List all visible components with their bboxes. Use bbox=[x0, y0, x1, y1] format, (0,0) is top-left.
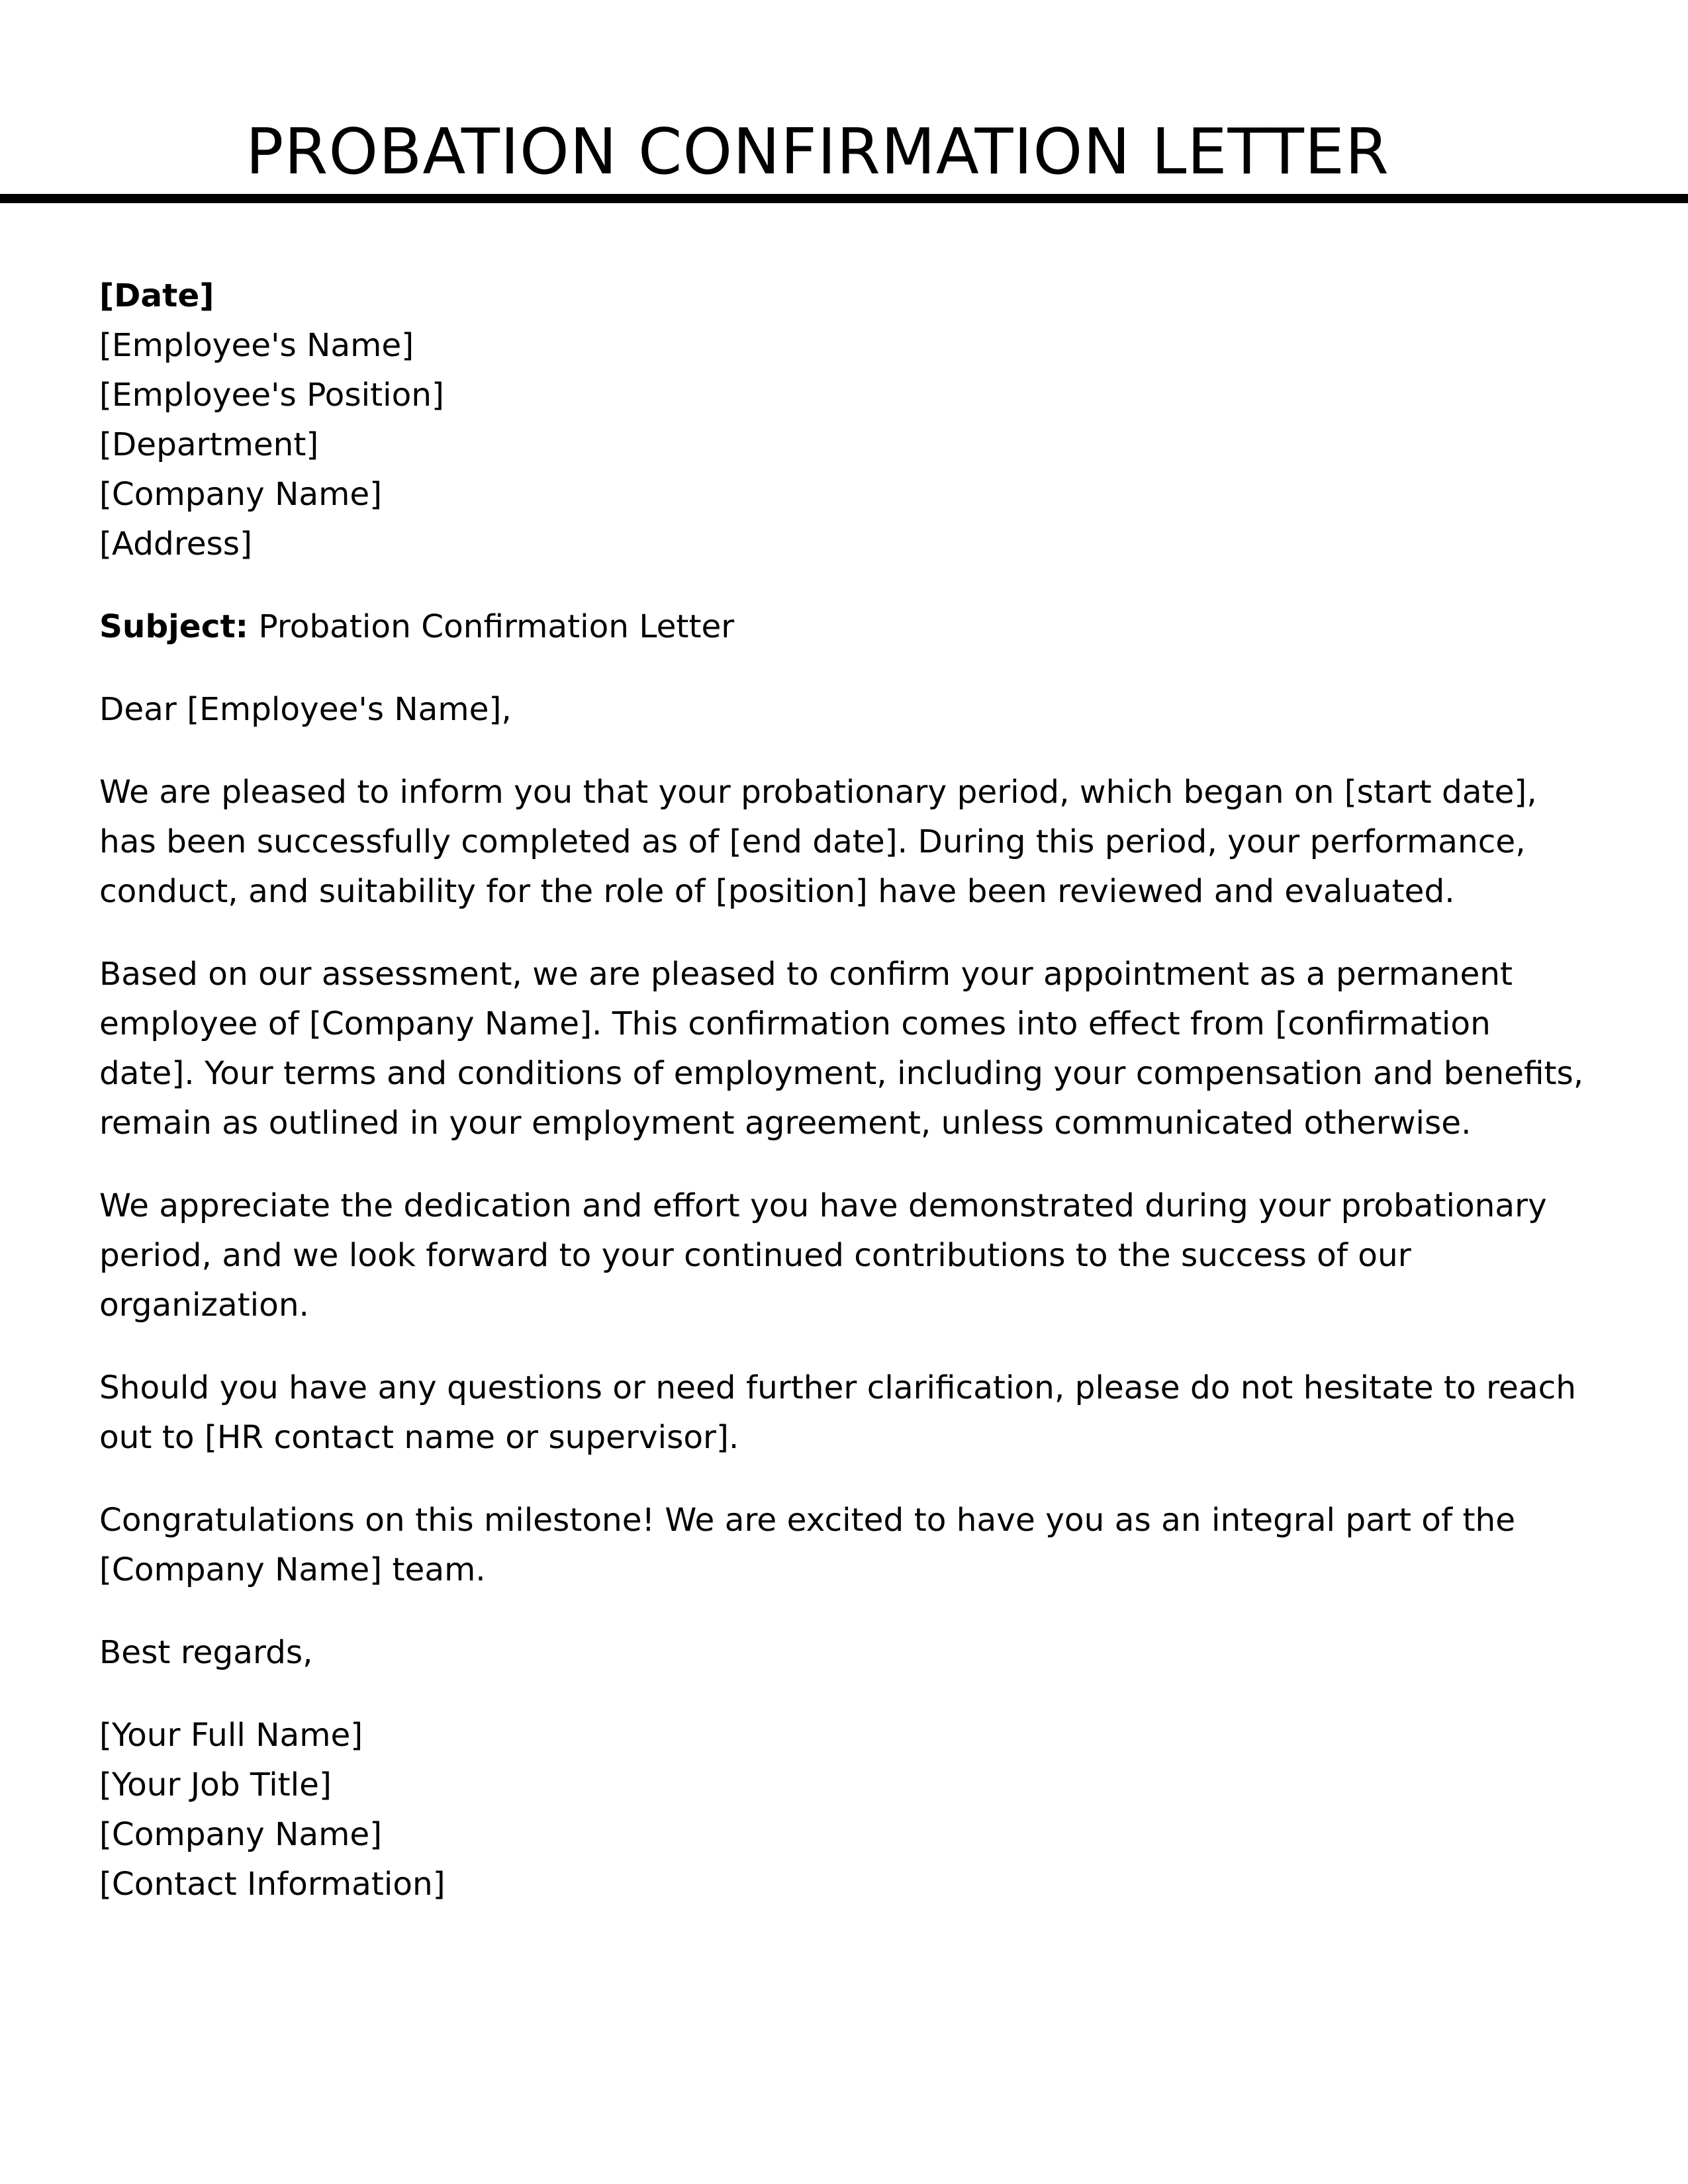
subject-label: Subject: bbox=[99, 608, 249, 645]
body-paragraph: Congratulations on this milestone! We are excited to have you as an integral part of the [Company Name] team. bbox=[99, 1502, 1516, 1588]
recipient-block bbox=[99, 271, 1589, 569]
department-field: [Department] bbox=[99, 426, 319, 463]
date-field: [Date] bbox=[99, 277, 214, 314]
signature-company-name: [Company Name] bbox=[99, 1816, 383, 1853]
signature-contact: [Contact Information] bbox=[99, 1866, 445, 1903]
company-name-field: [Company Name] bbox=[99, 476, 383, 513]
salutation: Dear [Employee's Name], bbox=[99, 691, 512, 728]
body-paragraph: Based on our assessment, we are pleased to confirm your appointment as a permanent employee of [Company Name]. This confirmation comes into effect from [confirmation date]. Your terms and conditions of employment, including your compensation and benefits, remain as outlined in your employment agreement, unless communicated otherwise. bbox=[99, 956, 1584, 1142]
page-title: PROBATION CONFIRMATION LETTER bbox=[246, 116, 1389, 189]
letter-body bbox=[99, 271, 1589, 1942]
employee-position-field: [Employee's Position] bbox=[99, 377, 444, 414]
body-paragraph: We are pleased to inform you that your probationary period, which began on [start date], has been successfully completed as of [end date]. During this period, your performance, conduct, and suitability for the role of [position] have been reviewed and evaluated. bbox=[99, 774, 1537, 910]
subject-line bbox=[99, 602, 1589, 652]
body-paragraph: Should you have any questions or need further clarification, please do not hesitate to reach out to [HR contact name or supervisor]. bbox=[99, 1369, 1576, 1456]
address-field: [Address] bbox=[99, 525, 252, 563]
subject-text: Probation Confirmation Letter bbox=[258, 608, 735, 645]
title-divider bbox=[0, 194, 1688, 203]
body-paragraph: We appreciate the dedication and effort you have demonstrated during your probationary period, and we look forward to your continued contributions to the success of our organization. bbox=[99, 1187, 1547, 1324]
signature-job-title: [Your Job Title] bbox=[99, 1766, 332, 1803]
signature-full-name: [Your Full Name] bbox=[99, 1717, 363, 1754]
employee-name-field: [Employee's Name] bbox=[99, 327, 414, 364]
signature-block bbox=[99, 1711, 1589, 1909]
closing: Best regards, bbox=[99, 1634, 313, 1671]
